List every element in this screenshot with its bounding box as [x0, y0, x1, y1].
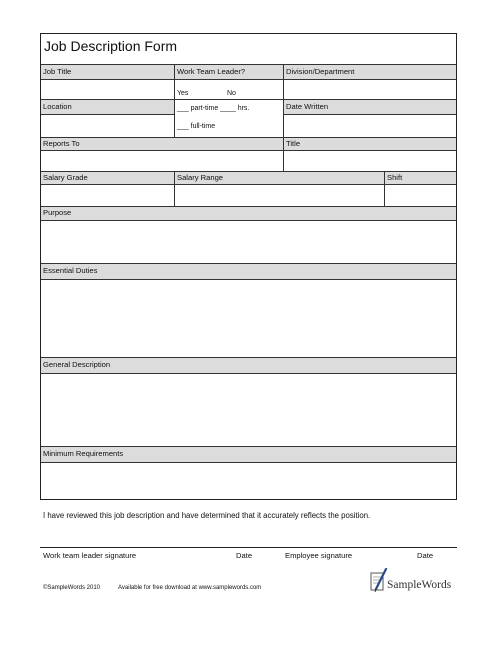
leader-signature-label: Work team leader signature	[43, 551, 137, 560]
salary-range-header	[175, 172, 385, 185]
job-title-field[interactable]	[41, 80, 175, 100]
form-title-cell	[41, 34, 456, 65]
salary-grade-field[interactable]	[41, 185, 175, 207]
footer-download: Available for free download at www.samplewords.com	[118, 585, 262, 591]
leader-date-label: Date	[236, 551, 253, 560]
work-team-leader-header	[175, 65, 284, 80]
salary-grade-header	[41, 172, 175, 185]
salary-range-field[interactable]	[175, 185, 385, 207]
work-team-leader-field[interactable]	[175, 80, 284, 100]
date-written-field[interactable]	[284, 115, 456, 138]
location-field[interactable]	[41, 115, 175, 138]
minimum-requirements-label: Minimum Requirements	[43, 449, 124, 458]
employee-date-label: Date	[417, 551, 434, 560]
shift-label: Shift	[387, 173, 403, 182]
division-label: Division/Department	[286, 67, 355, 76]
title-header	[284, 138, 456, 151]
location-label: Location	[43, 102, 72, 111]
footer-copyright: ©SampleWords 2010	[43, 585, 101, 591]
signature-line	[40, 547, 457, 548]
logo-text: SampleWords	[387, 579, 452, 591]
purpose-header	[41, 207, 456, 221]
no-option[interactable]: No	[227, 90, 236, 97]
part-time-option[interactable]: ___ part-time ____ hrs.	[177, 105, 250, 112]
full-time-option[interactable]: ___ full-time	[177, 123, 216, 130]
minimum-requirements-field[interactable]	[41, 463, 456, 499]
reports-to-label: Reports To	[43, 139, 80, 148]
salary-range-label: Salary Range	[177, 173, 224, 182]
work-team-leader-label: Work Team Leader?	[177, 67, 246, 76]
reports-to-field[interactable]	[41, 151, 284, 172]
reports-to-header	[41, 138, 284, 151]
division-field[interactable]	[284, 80, 456, 100]
title-field[interactable]	[284, 151, 456, 172]
employment-type-cell	[175, 100, 284, 138]
essential-duties-header	[41, 264, 456, 280]
general-description-header	[41, 358, 456, 374]
general-description-label: General Description	[43, 360, 111, 369]
location-header	[41, 100, 175, 115]
yes-option[interactable]: Yes	[177, 90, 189, 97]
salary-grade-label: Salary Grade	[43, 173, 88, 182]
samplewords-logo	[365, 565, 460, 600]
date-written-header	[284, 100, 456, 115]
date-written-label: Date Written	[286, 102, 329, 111]
title-label: Title	[286, 139, 301, 148]
shift-field[interactable]	[385, 185, 456, 207]
division-header	[284, 65, 456, 80]
job-description-form	[40, 33, 457, 500]
essential-duties-field[interactable]	[41, 280, 456, 358]
job-title-header	[41, 65, 175, 80]
purpose-field[interactable]	[41, 221, 456, 264]
minimum-requirements-header	[41, 447, 456, 463]
employee-signature-label: Employee signature	[285, 551, 353, 560]
review-statement: I have reviewed this job description and have determined that it accurately reflects the position.	[43, 511, 371, 520]
general-description-field[interactable]	[41, 374, 456, 447]
form-title: Job Description Form	[44, 38, 178, 54]
job-title-label: Job Title	[43, 67, 72, 76]
essential-duties-label: Essential Duties	[43, 266, 98, 275]
purpose-label: Purpose	[43, 208, 72, 217]
shift-header	[385, 172, 456, 185]
